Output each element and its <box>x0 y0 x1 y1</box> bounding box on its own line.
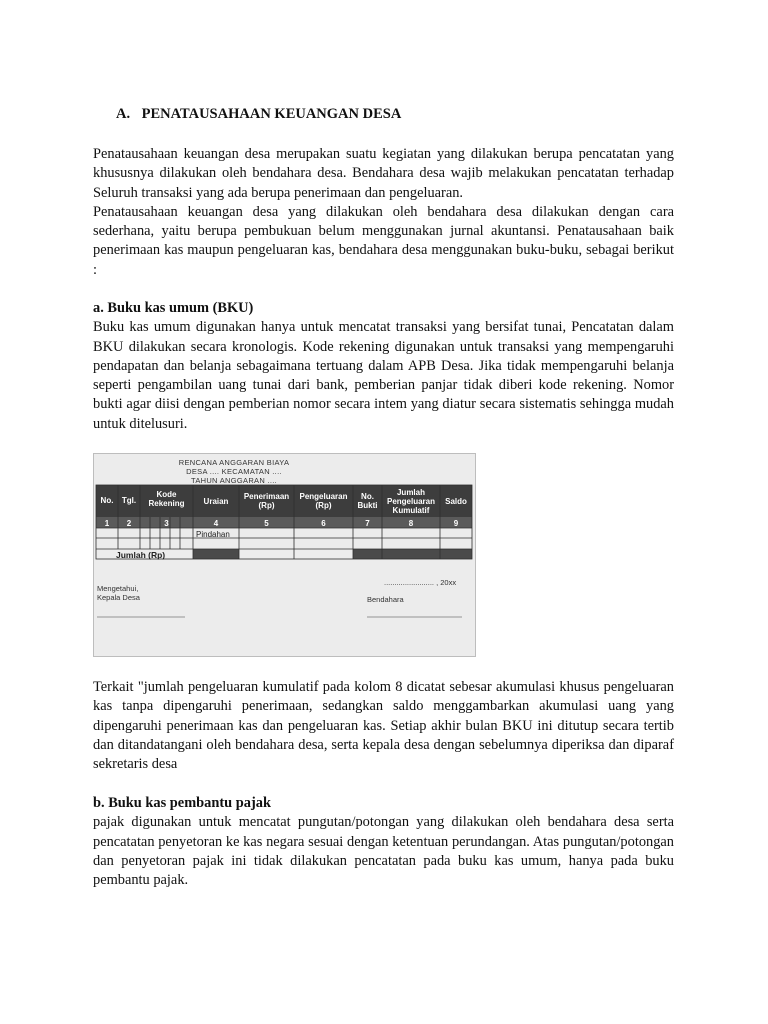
col-number: 6 <box>321 519 326 528</box>
col-number: 9 <box>453 519 459 528</box>
intro-section <box>93 145 674 280</box>
heading-title: PENATAUSAHAAN KEUANGAN DESA <box>141 106 402 122</box>
after-form-section <box>93 678 674 774</box>
bendahara-label: Bendahara <box>367 595 404 604</box>
col-number: 1 <box>104 519 110 528</box>
col-header-kode-rekening: Kode Rekening <box>148 490 185 508</box>
section-heading <box>116 106 401 123</box>
intro-paragraph-1: Penatausahaan keuangan desa merupakan suatu kegiatan yang dilakukan berupa pencatatan yang khususnya dilakukan oleh bendahara desa. Bendahara desa wajib melakukan pencatatan terhadap Seluruh transaksi yang ada berupa penerimaan dan pengeluaran. <box>93 146 674 201</box>
section-b-title: b. Buku kas pembantu pajak <box>93 795 271 811</box>
jumlah-row-label: Jumlah (Rp) <box>116 550 166 560</box>
col-header-saldo: Saldo <box>445 497 467 506</box>
col-number: 5 <box>264 519 269 528</box>
form-title-line-2: DESA .... KECAMATAN .... <box>186 467 282 476</box>
col-header-tgl: Tgl. <box>121 496 137 505</box>
col-header-no: No. <box>100 496 114 505</box>
col-number: 7 <box>365 519 370 528</box>
col-number: 2 <box>126 519 132 528</box>
section-a-text: Buku kas umum digunakan hanya untuk mencatat transaksi yang bersifat tunai, Pencatatan dalam BKU dilakukan secara kronologis. Kode rekening digunakan untuk transaksi yang mempengaruhi pendapatan dan belanja sebagaimana tertuang dalam APB Desa. Jika tidak mempengaruhi belanja seperti pengambilan uang tunai dari bank, pemberian panjar tidak diberi kode rekening. Nomor bukti agar diisi dengan pemberian nomor secara intem yang diatur secara sistematis sehingga mudah untuk ditelusuri. <box>93 319 674 432</box>
section-b-text: pajak digunakan untuk mencatat pungutan/potongan yang dilakukan oleh bendahara desa serta pencatatan penyetoran ke kas negara sesuai dengan ketentuan perundangan. Atas pungutan/potongan dan penyetoran pajak ini tidak dilakukan pencatatan pada buku kas umum, hanya pada buku pembantu pajak. <box>93 814 674 889</box>
section-a-title: a. Buku kas umum (BKU) <box>93 300 254 316</box>
col-header-pengeluaran: Pengeluaran (Rp) <box>299 492 348 510</box>
col-header-no-bukti: No. Bukti <box>357 492 378 510</box>
form-mengetahui <box>97 584 140 602</box>
bku-form-image <box>93 453 476 657</box>
kepala-desa-label: Kepala Desa <box>97 593 140 602</box>
mengetahui-label: Mengetahui, <box>97 584 139 593</box>
after-form-paragraph: Terkait "jumlah pengeluaran kumulatif pada kolom 8 dicatat sebesar akumulasi khusus pengeluaran kas tanpa dipengaruhi penerimaan, sedangkan saldo menggambarkan akumulasi uang yang dipengaruhi penerimaan kas dan pengeluaran kas. Setiap akhir bulan BKU ini ditutup secara tertib dan ditandatangani oleh bendahara desa, serta kepala desa dengan sebelumnya diperiksa dan diparaf sekretaris desa <box>93 679 674 773</box>
pindahan-cell: Pindahan <box>196 530 230 539</box>
col-number: 3 <box>164 519 169 528</box>
intro-paragraph-2: Penatausahaan keuangan desa yang dilakukan oleh bendahara desa dilakukan dengan cara sederhana, yaitu berupa pembukuan belum menggunakan jurnal akuntansi. Penatausahaan baik penerimaan kas maupun pengeluaran kas, bendahara desa menggunakan buku-buku, sebagai berikut : <box>93 203 674 278</box>
col-header-uraian: Uraian <box>203 497 229 506</box>
col-header-jumlah-kumulatif: Jumlah Pengeluaran Kumulatif <box>386 488 435 515</box>
col-number: 8 <box>408 519 414 528</box>
form-title-line-1: RENCANA ANGGARAN BIAYA <box>178 458 290 467</box>
col-number: 4 <box>213 519 219 528</box>
heading-number: A. <box>116 106 131 122</box>
col-header-penerimaan: Penerimaan (Rp) <box>243 492 290 510</box>
form-title-line-3: TAHUN ANGGARAN .... <box>191 476 277 485</box>
form-date-line: ........................ , 20xx <box>384 578 457 587</box>
section-b <box>93 794 674 890</box>
section-a <box>93 299 674 434</box>
